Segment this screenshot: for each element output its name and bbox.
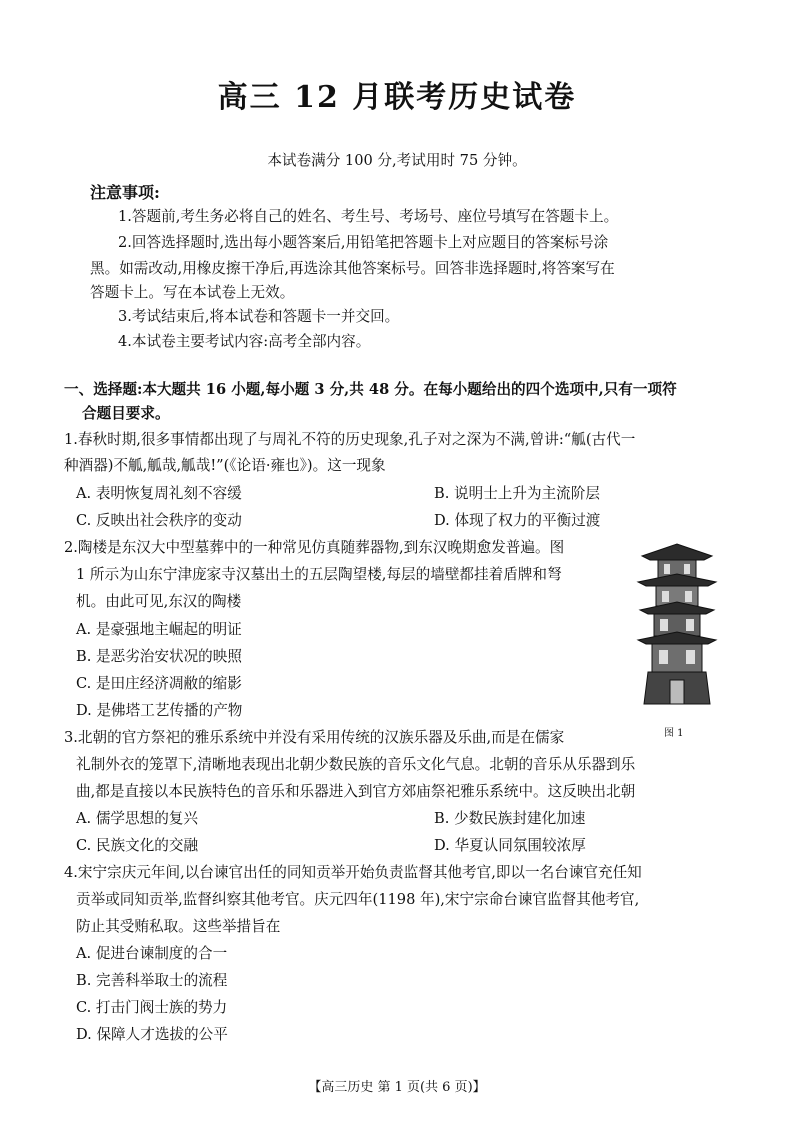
q2-option-c: C. 是田庄经济凋敝的缩影	[76, 675, 242, 692]
q4-stem: 4.宋宁宗庆元年间,以台谏官出任的同知贡举开始负责监督其他考官,即以一名台谏官充任知	[64, 864, 642, 881]
q2-option-a: A. 是豪强地主崛起的明证	[76, 621, 242, 638]
q4-option-b: B. 完善科举取士的流程	[76, 972, 228, 989]
notice-line: 4.本试卷主要考试内容:高考全部内容。	[118, 333, 371, 350]
exam-subtitle: 本试卷满分 100 分,考试用时 75 分钟。	[267, 152, 527, 169]
q3-option-d: D. 华夏认同氛围较浓厚	[434, 837, 586, 854]
q1-option-b: B. 说明士上升为主流阶层	[434, 485, 600, 502]
section-heading-cont: 合题目要求。	[82, 405, 170, 422]
q3-option-b: B. 少数民族封建化加速	[434, 810, 586, 827]
notice-heading: 注意事项:	[90, 183, 160, 202]
figure-caption: 图 1	[664, 728, 684, 739]
q4-option-a: A. 促进台谏制度的合一	[76, 945, 228, 962]
q4-option-d: D. 保障人才选拔的公平	[76, 1026, 228, 1043]
notice-line: 3.考试结束后,将本试卷和答题卡一并交回。	[118, 308, 400, 325]
q1-option-c: C. 反映出社会秩序的变动	[76, 512, 242, 529]
q1-stem: 种酒器)不觚,觚哉,觚哉!”(《论语·雍也》)。这一现象	[64, 457, 386, 474]
q2-stem: 2.陶楼是东汉大中型墓葬中的一种常见仿真随葬器物,到东汉晚期愈发普遍。图	[64, 539, 565, 556]
pottery-tower-figure	[634, 540, 720, 708]
page-footer: 【高三历史 第 1 页(共 6 页)】	[308, 1080, 486, 1095]
q2-option-d: D. 是佛塔工艺传播的产物	[76, 702, 243, 719]
notice-line: 答题卡上。写在本试卷上无效。	[90, 284, 295, 301]
q3-stem: 3.北朝的官方祭祀的雅乐系统中并没有采用传统的汉族乐器及乐曲,而是在儒家	[64, 729, 565, 746]
notice-line: 2.回答选择题时,选出每小题答案后,用铅笔把答题卡上对应题目的答案标号涂	[118, 234, 609, 251]
exam-title: 高三 12 月联考历史试卷	[217, 80, 577, 115]
q2-option-b: B. 是恶劣治安状况的映照	[76, 648, 242, 665]
q4-option-c: C. 打击门阀士族的势力	[76, 999, 228, 1016]
q4-stem: 防止其受贿私取。这些举措旨在	[76, 918, 281, 935]
q4-stem: 贡举或同知贡举,监督纠察其他考官。庆元四年(1198 年),宋宁宗命台谏官监督其他考官,	[76, 891, 640, 908]
section-heading: 一、选择题:本大题共 16 小题,每小题 3 分,共 48 分。在每小题给出的四个选项中,只有一项符	[64, 381, 677, 398]
q3-stem: 曲,都是直接以本民族特色的音乐和乐器进入到官方郊庙祭祀雅乐系统中。这反映出北朝	[76, 783, 636, 800]
q1-option-d: D. 体现了权力的平衡过渡	[434, 512, 601, 529]
q1-stem: 1.春秋时期,很多事情都出现了与周礼不符的历史现象,孔子对之深为不满,曾讲:“觚(古代一	[64, 431, 636, 448]
q2-stem: 机。由此可见,东汉的陶楼	[76, 593, 242, 610]
q2-stem: 1 所示为山东宁津庞家寺汉墓出土的五层陶望楼,每层的墙壁都挂着盾牌和弩	[76, 566, 562, 583]
q1-option-a: A. 表明恢复周礼刻不容缓	[76, 485, 242, 502]
q3-option-a: A. 儒学思想的复兴	[76, 810, 198, 827]
q3-stem: 礼制外衣的笼罩下,清晰地表现出北朝少数民族的音乐文化气息。北朝的音乐从乐器到乐	[76, 756, 636, 773]
q3-option-c: C. 民族文化的交融	[76, 837, 199, 854]
notice-line: 黑。如需改动,用橡皮擦干净后,再选涂其他答案标号。回答非选择题时,将答案写在	[90, 260, 615, 277]
notice-line: 1.答题前,考生务必将自己的姓名、考生号、考场号、座位号填写在答题卡上。	[118, 208, 619, 225]
